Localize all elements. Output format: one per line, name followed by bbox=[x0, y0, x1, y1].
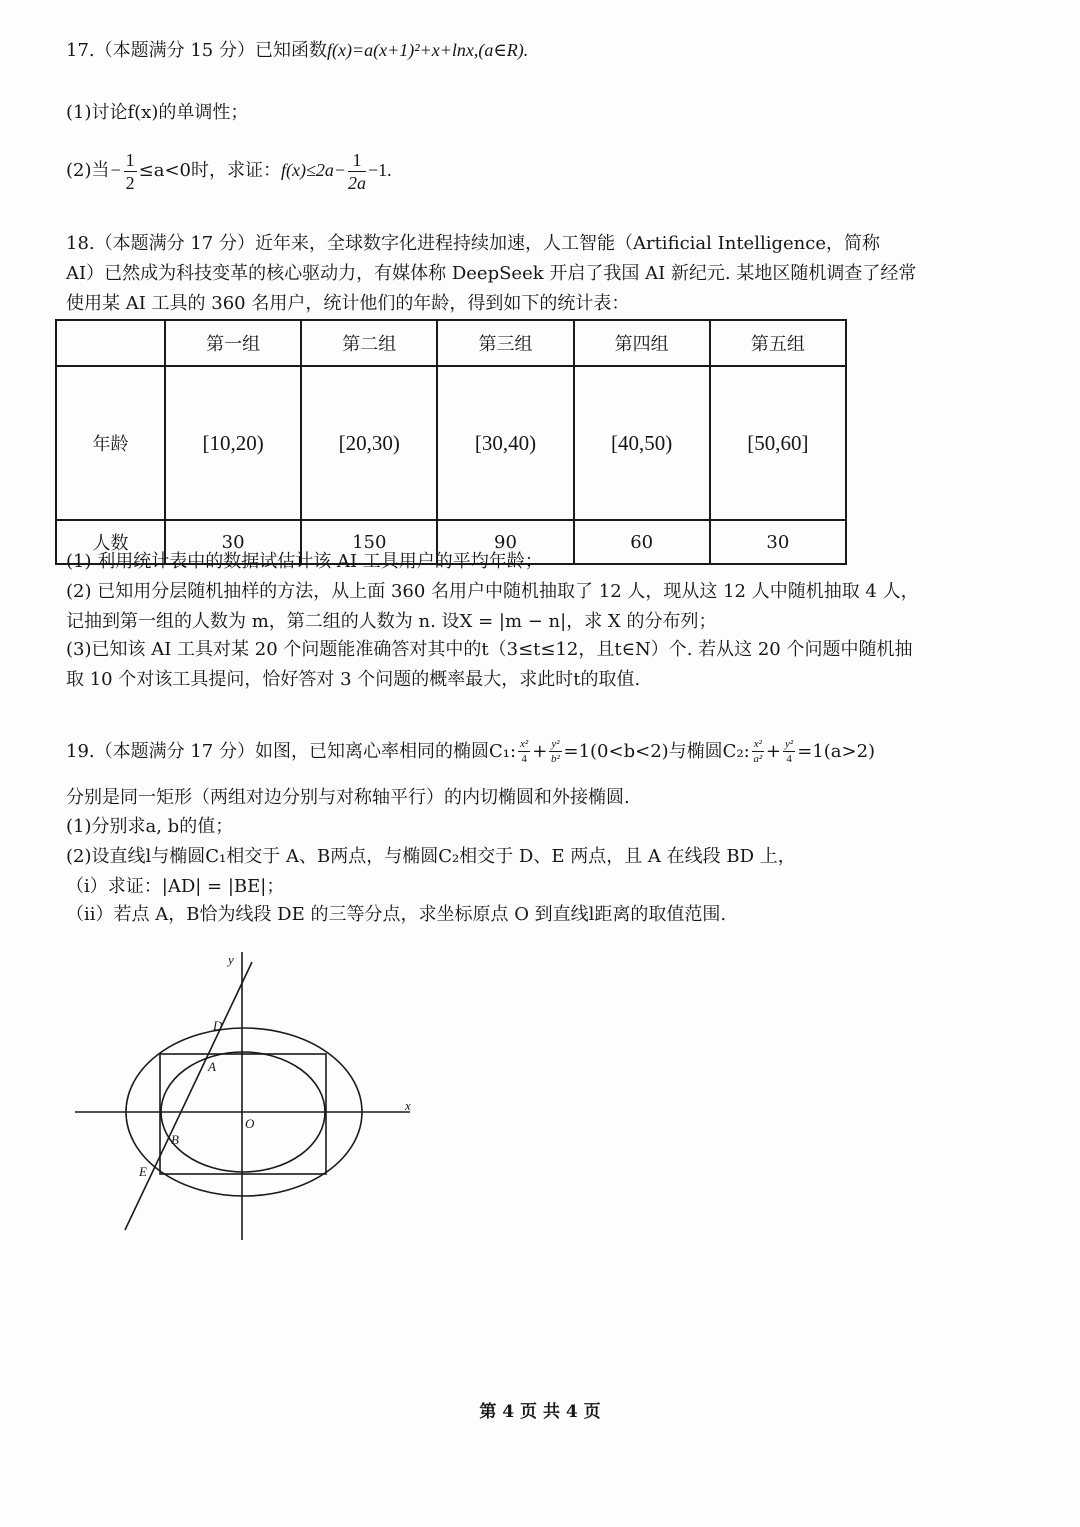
label-y: y bbox=[228, 952, 234, 967]
table-header-cell: 第三组 bbox=[437, 320, 573, 366]
table-header-cell: 第一组 bbox=[165, 320, 301, 366]
q17-part2-tail: −1. bbox=[368, 160, 392, 180]
q17-part2-cond: ≤a<0时，求证： bbox=[138, 160, 282, 181]
table-cell-count: 150 bbox=[301, 520, 437, 564]
q17-stem bbox=[66, 38, 528, 63]
label-A: A bbox=[208, 1059, 216, 1074]
table-row-label: 年龄 bbox=[56, 366, 165, 520]
q19-stem bbox=[66, 734, 875, 770]
table-header-cell: 第五组 bbox=[710, 320, 846, 366]
table-cell-count: 90 bbox=[437, 520, 573, 564]
q18-stem-line2: AI）已然成为科技变革的核心驱动力，有媒体称 DeepSeek 开启了我国 AI 新纪元. 某地区随机调查了经常 bbox=[66, 263, 917, 284]
q18-stem-line3: 使用某 AI 工具的 360 名用户，统计他们的年龄，得到如下的统计表： bbox=[66, 293, 630, 314]
table-cell-age: [40,50) bbox=[574, 366, 710, 520]
q19-frac-x2-4: $\frac{\text{x²}}{4}$ bbox=[520, 738, 529, 765]
q18-part3-line1: (3)已知该 AI 工具对某 20 个问题能准确答对其中的t（3≤t≤12，且t∈N）个. 若从这 20 个问题中随机抽 bbox=[66, 639, 913, 660]
table-cell-count: 60 bbox=[574, 520, 710, 564]
table-row-label: 人数 bbox=[56, 520, 165, 564]
table-cell-age: [30,40) bbox=[437, 366, 573, 520]
q18-part1: (1) 利用统计表中的数据试估计该 AI 工具用户的平均年龄； bbox=[66, 551, 543, 572]
table-corner-cell bbox=[56, 320, 165, 366]
table-cell-count: 30 bbox=[710, 520, 846, 564]
plus-sign: + bbox=[765, 741, 782, 762]
q17-frac-1-over-2a: $\frac{1}{2a}$ bbox=[348, 149, 367, 193]
label-E: E bbox=[139, 1164, 147, 1179]
q19-frac-x2-a2: $\frac{\text{x²}}{\text{a²}}$ bbox=[753, 738, 763, 765]
q19-stem-mid: =1(0<b<2)与椭圆C₂: bbox=[563, 741, 750, 762]
q19-part2-ii: （ii）若点 A，B恰为线段 DE 的三等分点，求坐标原点 O 到直线l距离的取值范围. bbox=[66, 904, 727, 925]
q18-part2-line1: (2) 已知用分层随机抽样的方法，从上面 360 名用户中随机抽取了 12 人，现从这 12 人中随机抽取 4 人， bbox=[66, 581, 919, 602]
q17-frac-half: $\frac{1}{2}$ bbox=[125, 149, 135, 193]
q17-part2-ineq: f(x)≤2a− bbox=[281, 160, 347, 180]
q19-part1: (1)分别求a, b的值； bbox=[66, 816, 234, 837]
q19-part2: (2)设直线l与椭圆C₁相交于 A、B两点，与椭圆C₂相交于 D、E 两点，且 A 在线段 BD 上， bbox=[66, 846, 796, 867]
table-cell-age: [10,20) bbox=[165, 366, 301, 520]
q18-stem-line1: 18.（本题满分 17 分）近年来，全球数字化进程持续加速，人工智能（Artificial Intelligence，简称 bbox=[66, 233, 880, 254]
table-header-cell: 第二组 bbox=[301, 320, 437, 366]
q18-part3-line2: 取 10 个对该工具提问，恰好答对 3 个问题的概率最大，求此时t的取值. bbox=[66, 669, 641, 690]
table-header-row bbox=[56, 320, 846, 366]
q19-frac-y2-4: $\frac{\text{y²}}{4}$ bbox=[785, 738, 794, 765]
table-cell-count: 30 bbox=[165, 520, 301, 564]
table-cell-age: [50,60] bbox=[710, 366, 846, 520]
q17-part2-prefix: (2)当 bbox=[66, 160, 110, 181]
q18-part2-line2: 记抽到第一组的人数为 m，第二组的人数为 n. 设X = |m − n|，求 X 的分布列； bbox=[66, 611, 717, 632]
q17-part2: (2)当− $\frac{1}{2}$ ≤a<0时，求证：f(x)≤2a− $\frac{1}{2a}$ −1. bbox=[66, 149, 392, 193]
q19-stem-prefix: 19.（本题满分 17 分）如图，已知离心率相同的椭圆C₁: bbox=[66, 741, 517, 762]
q17-part1: (1)讨论f(x)的单调性； bbox=[66, 102, 249, 123]
q19-stem-line2: 分别是同一矩形（两组对边分别与对称轴平行）的内切椭圆和外接椭圆. bbox=[66, 787, 630, 808]
label-D: D bbox=[213, 1018, 223, 1033]
rectangle bbox=[160, 1054, 326, 1174]
q19-part2-i: （i）求证：|AD| = |BE|； bbox=[66, 876, 285, 897]
label-origin: O bbox=[245, 1116, 255, 1131]
label-x: x bbox=[405, 1098, 411, 1113]
label-B: B bbox=[171, 1132, 179, 1147]
q17-stem-prefix: 17.（本题满分 15 分）已知函数 bbox=[66, 40, 327, 61]
page-footer: 第 4 页 共 4 页 bbox=[479, 1402, 601, 1422]
plus-sign: + bbox=[532, 741, 548, 762]
q18-stats-table bbox=[55, 319, 847, 565]
table-row-age bbox=[56, 366, 846, 520]
table-header-cell: 第四组 bbox=[574, 320, 710, 366]
table-cell-age: [20,30) bbox=[301, 366, 437, 520]
q19-stem-tail: =1(a>2) bbox=[797, 741, 876, 762]
line-l bbox=[125, 962, 252, 1230]
q19-frac-y2-b2: $\frac{\text{y²}}{\text{b²}}$ bbox=[551, 738, 560, 765]
ellipse-figure bbox=[60, 940, 430, 1250]
q17-function: f(x)=a(x+1)²+x+lnx,(a∈R). bbox=[326, 40, 529, 60]
